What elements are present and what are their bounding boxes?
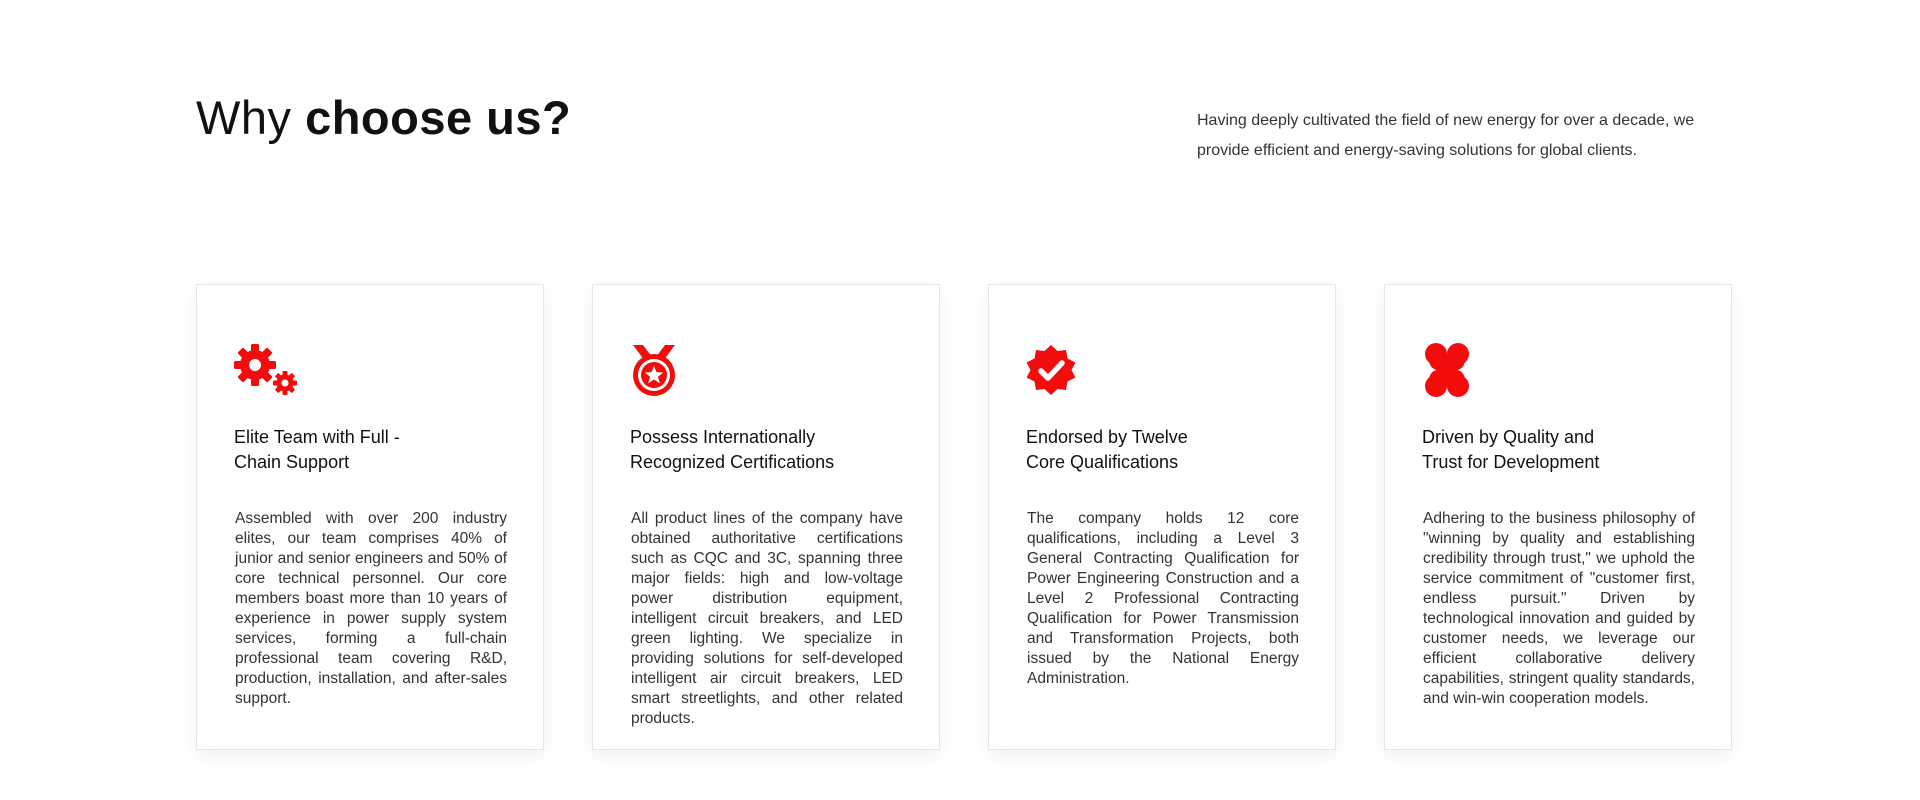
feature-card-quality bbox=[1384, 284, 1732, 750]
clover-icon bbox=[1422, 343, 1486, 397]
card-title: Possess Internationally Recognized Certifications bbox=[630, 427, 835, 472]
medal-icon bbox=[630, 343, 694, 397]
card-title: Elite Team with Full - Chain Support bbox=[234, 427, 400, 472]
card-description: The company holds 12 core qualifications, including a Level 3 General Contracting Qualification for Power Engineering Construction and a Level 2 Professional Contracting Qualification for Power Transmission and Transformation Projects, both issued by the National Energy Administration. bbox=[1027, 510, 1299, 687]
title-light: Why bbox=[196, 91, 306, 144]
feature-card-team bbox=[196, 284, 544, 750]
feature-card-certifications bbox=[592, 284, 940, 750]
card-description: All product lines of the company have obtained authoritative certifications such as CQC and 3C, spanning three major fields: high and low-voltage power distribution equipment, intelligent circuit breakers, and LED green lighting. We specialize in providing solutions for self-developed intelligent air circuit breakers, LED smart streetlights, and other related products. bbox=[631, 510, 903, 727]
feature-cards bbox=[196, 284, 1732, 752]
section-intro: Having deeply cultivated the field of new energy for over a decade, we provide efficient and energy-saving solutions for global clients. bbox=[1197, 112, 1695, 159]
card-title: Driven by Quality and Trust for Development bbox=[1422, 427, 1600, 472]
section-header bbox=[196, 88, 1732, 178]
feature-card-qualifications bbox=[988, 284, 1336, 750]
card-description: Adhering to the business philosophy of "winning by quality and establishing credibility through trust," we uphold the service commitment of "customer first, endless pursuit." Driven by technological innovation and guided by customer needs, we leverage our efficient collaborative delivery capabilities, stringent quality standards, and win-win cooperation models. bbox=[1423, 510, 1695, 707]
card-title: Endorsed by Twelve Core Qualifications bbox=[1026, 427, 1188, 472]
gears-icon bbox=[234, 343, 298, 397]
verified-badge-icon bbox=[1026, 343, 1090, 397]
title-bold: choose us? bbox=[305, 91, 572, 144]
section-title bbox=[196, 88, 571, 148]
card-description: Assembled with over 200 industry elites, our team comprises 40% of junior and senior engineers and 50% of core technical personnel. Our core members boast more than 10 years of experience in power supply system services, forming a full-chain professional team covering R&D, production, installation, and after-sales support. bbox=[235, 510, 507, 707]
